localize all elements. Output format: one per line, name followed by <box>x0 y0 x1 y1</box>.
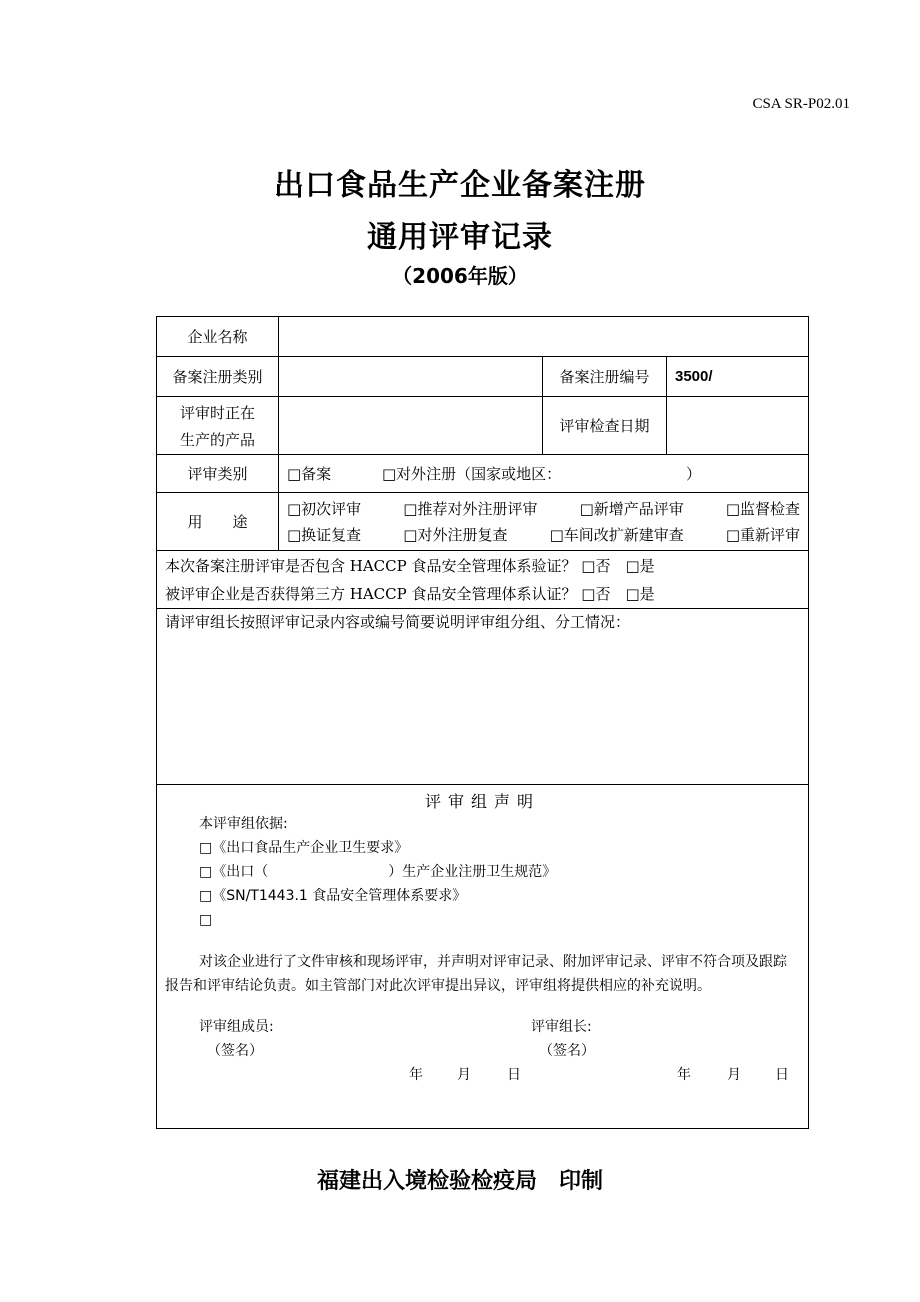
checkbox-re-review[interactable]: □重新评审 <box>725 525 801 544</box>
document-code: CSA SR-P02.01 <box>752 96 850 112</box>
checkbox-foreign-registration[interactable]: □对外注册（国家或地区： <box>381 465 562 483</box>
products-label <box>157 397 279 455</box>
title-line-1: 出口食品生产企业备案注册 <box>274 168 646 203</box>
members-date-year: 年 <box>409 1067 423 1083</box>
group-division-note: 请评审组长按照评审记录内容或编号简要说明评审组分组、分工情况： <box>165 613 631 631</box>
export-spec-suffix: ）生产企业注册卫生规范》 <box>388 864 557 880</box>
review-date-label: 评审检查日期 <box>543 397 667 455</box>
checkbox-export-hygiene-spec[interactable] <box>165 860 800 884</box>
leader-date-year: 年 <box>677 1067 691 1083</box>
checkbox-registration-recheck[interactable]: □对外注册复查 <box>403 525 508 544</box>
category-label: 备案注册类别 <box>157 357 279 397</box>
checkbox-other[interactable]: □ <box>199 912 213 928</box>
checkbox-supervision[interactable]: □监督检查 <box>725 499 801 518</box>
leader-date-day: 日 <box>775 1067 789 1083</box>
leader-label: 评审组长: <box>531 1019 592 1035</box>
members-label: 评审组成员: <box>199 1019 274 1035</box>
company-name-field[interactable] <box>279 317 809 357</box>
checkbox-new-product[interactable]: □新增产品评审 <box>579 499 684 518</box>
products-label-line2: 生产的产品 <box>179 430 255 449</box>
declaration-section <box>157 785 809 1129</box>
company-name-label: 企业名称 <box>157 317 279 357</box>
group-division-section[interactable] <box>157 609 809 785</box>
purpose-label: 用 途 <box>157 493 279 551</box>
reg-no-label: 备案注册编号 <box>543 357 667 397</box>
title-line-2: 通用评审记录 <box>367 220 553 255</box>
printed-by: 福建出入境检验检疫局 印制 <box>316 1169 603 1194</box>
declaration-basis: 本评审组依据: <box>199 816 288 832</box>
category-field[interactable] <box>279 357 543 397</box>
leader-sign-label: （签名） <box>539 1043 595 1059</box>
members-sign-label: （签名） <box>207 1043 263 1059</box>
checkbox-recommend-registration[interactable]: □推荐对外注册评审 <box>403 499 538 518</box>
title-edition: （2006年版） <box>392 264 528 288</box>
purpose-options <box>279 493 809 551</box>
review-type-close-paren: ） <box>685 465 701 483</box>
review-date-field[interactable] <box>667 397 809 455</box>
products-field[interactable] <box>279 397 543 455</box>
checkbox-initial-review[interactable]: □初次评审 <box>287 499 362 518</box>
review-type-label: 评审类别 <box>157 455 279 493</box>
haccp-questions <box>157 551 809 609</box>
leader-date-month: 月 <box>727 1067 741 1083</box>
checkbox-workshop-review[interactable]: □车间改扩新建审查 <box>549 525 684 544</box>
checkbox-hygiene-requirements[interactable]: □《出口食品生产企业卫生要求》 <box>199 840 409 856</box>
review-type-options <box>279 455 809 493</box>
checkbox-sn-t1443[interactable]: □《SN/T1443.1 食品安全管理体系要求》 <box>199 888 467 904</box>
declaration-statement: 对该企业进行了文件审核和现场评审，并声明对评审记录、附加评审记录、评审不符合项及跟踪报告和评审结论负责。如主管部门对此次评审提出异议，评审组将提供相应的补充说明。 <box>165 954 787 994</box>
members-date-month: 月 <box>457 1067 471 1083</box>
review-form-table <box>156 316 809 1129</box>
products-label-line1: 评审时正在 <box>179 403 255 422</box>
checkbox-filing[interactable]: □备案 <box>287 465 332 483</box>
export-spec-prefix: □《出口（ <box>199 864 269 880</box>
checkbox-renewal[interactable]: □换证复查 <box>287 525 362 544</box>
haccp-question-1[interactable]: 本次备案注册评审是否包含 HACCP 食品安全管理体系验证？ □否 □是 <box>165 556 655 575</box>
members-date-day: 日 <box>507 1067 521 1083</box>
haccp-question-2[interactable]: 被评审企业是否获得第三方 HACCP 食品安全管理体系认证？ □否 □是 <box>165 584 655 603</box>
declaration-title: 评审组声明 <box>425 792 541 811</box>
signature-area <box>165 1016 800 1116</box>
reg-no-field[interactable]: 3500/ <box>667 357 809 397</box>
